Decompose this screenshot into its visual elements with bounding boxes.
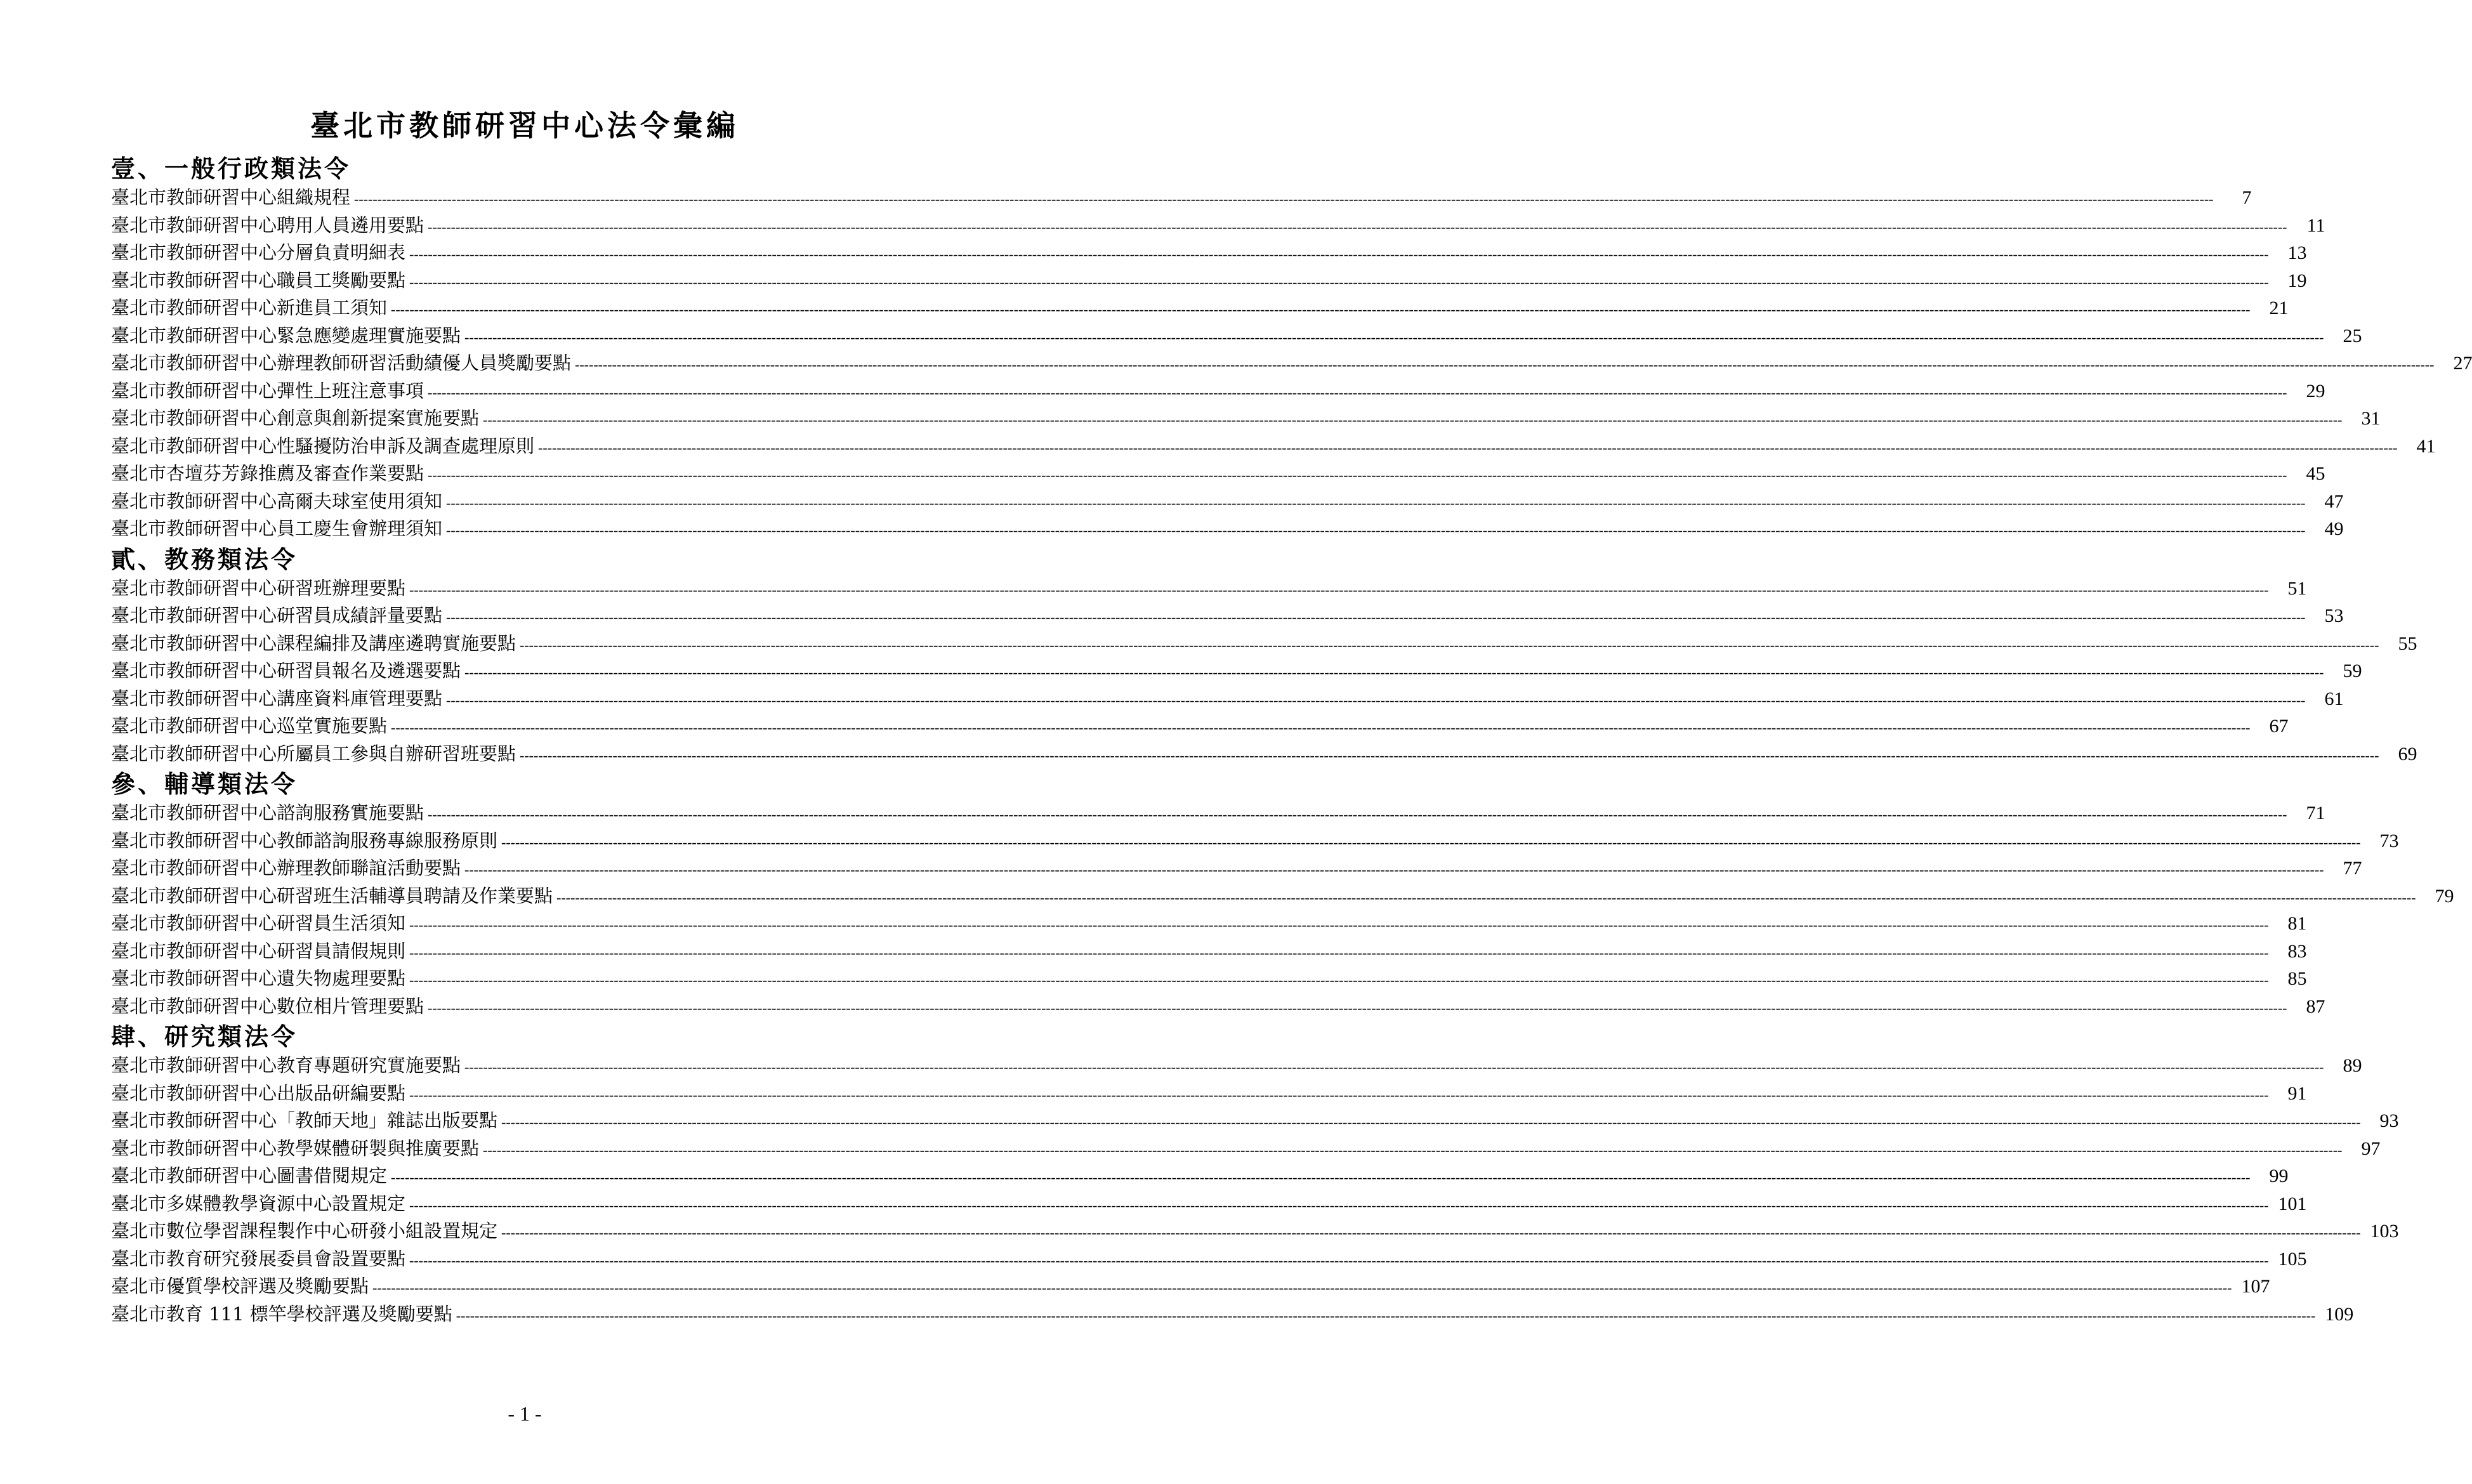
entry-title: 臺北市教師研習中心研習員報名及遴選要點 [111,660,461,681]
page-number: - 1 - [508,1402,542,1425]
entry-title: 臺北市教師研習中心出版品研編要點 [111,1082,406,1104]
entry-title: 臺北市教師研習中心研習班辦理要點 [111,577,406,599]
dot-leader: ---------------------------------------------------------------------------------------------------------------------------------------------------------------------------------------------------------------------------------------------------------------------------------------------------------------------------------------------------------------------------------------------------------------- [483,1141,2343,1158]
dot-leader: ---------------------------------------------------------------------------------------------------------------------------------------------------------------------------------------------------------------------------------------------------------------------------------------------------------------------------------------------------------------------------------------------------------------- [520,636,2379,653]
dot-leader: ---------------------------------------------------------------------------------------------------------------------------------------------------------------------------------------------------------------------------------------------------------------------------------------------------------------------------------------------------------------------------------------------------------------- [428,384,2287,400]
entry-page-number: 97 [2361,1138,2381,1159]
dot-leader: ---------------------------------------------------------------------------------------------------------------------------------------------------------------------------------------------------------------------------------------------------------------------------------------------------------------------------------------------------------------------------------------------------------------- [409,944,2269,961]
toc-entry[interactable] [111,405,2381,433]
dot-leader: ---------------------------------------------------------------------------------------------------------------------------------------------------------------------------------------------------------------------------------------------------------------------------------------------------------------------------------------------------------------------------------------------------------------- [520,747,2379,763]
dot-leader: ---------------------------------------------------------------------------------------------------------------------------------------------------------------------------------------------------------------------------------------------------------------------------------------------------------------------------------------------------------------------------------------------------------------- [409,1197,2269,1213]
entry-page-number: 41 [2416,435,2436,457]
entry-title: 臺北市教師研習中心分層負責明細表 [111,242,406,263]
dot-leader: ---------------------------------------------------------------------------------------------------------------------------------------------------------------------------------------------------------------------------------------------------------------------------------------------------------------------------------------------------------------------------------------------------------------- [372,1280,2232,1296]
toc-entry[interactable] [111,294,2289,322]
entry-page-number: 59 [2343,660,2362,681]
toc-entry[interactable] [111,1301,2354,1329]
dot-leader: ---------------------------------------------------------------------------------------------------------------------------------------------------------------------------------------------------------------------------------------------------------------------------------------------------------------------------------------------------------------------------------------------------------------- [391,301,2251,317]
entry-page-number: 21 [2269,298,2289,318]
toc-entry[interactable] [111,322,2362,350]
entry-title: 臺北市教師研習中心職員工獎勵要點 [111,269,406,291]
toc-entry[interactable] [111,488,2344,516]
dot-leader: ---------------------------------------------------------------------------------------------------------------------------------------------------------------------------------------------------------------------------------------------------------------------------------------------------------------------------------------------------------------------------------------------------------------- [409,1252,2269,1268]
entry-title: 臺北市教師研習中心遺失物處理要點 [111,968,406,989]
entry-page-number: 81 [2287,913,2307,934]
entry-page-number: 101 [2278,1193,2307,1214]
dot-leader: ---------------------------------------------------------------------------------------------------------------------------------------------------------------------------------------------------------------------------------------------------------------------------------------------------------------------------------------------------------------------------------------------------------------- [446,609,2306,625]
toc-entry[interactable] [111,855,2362,883]
entry-title: 臺北市教師研習中心組織規程 [111,187,351,208]
dot-leader: ---------------------------------------------------------------------------------------------------------------------------------------------------------------------------------------------------------------------------------------------------------------------------------------------------------------------------------------------------------------------------------------------------------------- [409,972,2269,988]
entry-title: 臺北市教師研習中心課程編排及講座遴聘實施要點 [111,632,516,654]
dot-leader: ---------------------------------------------------------------------------------------------------------------------------------------------------------------------------------------------------------------------------------------------------------------------------------------------------------------------------------------------------------------------------------------------------------------- [428,467,2287,483]
toc-entry[interactable] [111,350,2472,378]
toc-entry[interactable] [111,712,2289,740]
toc-entry[interactable] [111,1135,2381,1163]
toc-entry[interactable] [111,575,2307,603]
toc-entry[interactable] [111,827,2399,855]
dot-leader: ---------------------------------------------------------------------------------------------------------------------------------------------------------------------------------------------------------------------------------------------------------------------------------------------------------------------------------------------------------------------------------------------------------------- [501,1225,2361,1240]
entry-page-number: 25 [2343,325,2362,346]
entry-page-number: 11 [2306,214,2325,236]
entry-title: 臺北市教師研習中心研習員成績評量要點 [111,605,443,626]
entry-title: 臺北市優質學校評選及獎勵要點 [111,1275,369,1297]
entry-page-number: 45 [2306,463,2325,484]
entry-page-number: 53 [2324,605,2344,626]
toc-entry[interactable] [111,1190,2307,1218]
entry-page-number: 51 [2287,577,2307,599]
toc-entry[interactable] [111,883,2454,910]
entry-page-number: 103 [2370,1221,2399,1242]
toc-entry[interactable] [111,267,2307,295]
toc-entry[interactable] [111,910,2307,938]
entry-title: 臺北市教師研習中心研習員請假規則 [111,940,406,962]
section-heading: 肆、研究類法令 [111,1022,298,1051]
entry-page-number: 47 [2324,490,2344,512]
entry-page-number: 91 [2287,1082,2307,1104]
toc-entry[interactable] [111,212,2325,240]
toc-entry[interactable] [111,378,2325,405]
toc-entry[interactable] [111,433,2436,461]
dot-leader: ---------------------------------------------------------------------------------------------------------------------------------------------------------------------------------------------------------------------------------------------------------------------------------------------------------------------------------------------------------------------------------------------------------------- [391,719,2251,735]
dot-leader: ---------------------------------------------------------------------------------------------------------------------------------------------------------------------------------------------------------------------------------------------------------------------------------------------------------------------------------------------------------------------------------------------------------------- [556,889,2416,905]
entry-title: 臺北市教師研習中心緊急應變處理實施要點 [111,324,461,346]
entry-page-number: 77 [2343,858,2362,879]
entry-page-number: 71 [2306,803,2325,824]
entry-page-number: 89 [2343,1055,2362,1076]
entry-page-number: 83 [2287,940,2307,962]
entry-title: 臺北市教師研習中心「教師天地」雜誌出版要點 [111,1110,498,1131]
entry-title: 臺北市教師研習中心研習班生活輔導員聘請及作業要點 [111,884,553,907]
dot-leader: ---------------------------------------------------------------------------------------------------------------------------------------------------------------------------------------------------------------------------------------------------------------------------------------------------------------------------------------------------------------------------------------------------------------- [428,218,2287,235]
entry-page-number: 27 [2453,353,2472,374]
dot-leader: ---------------------------------------------------------------------------------------------------------------------------------------------------------------------------------------------------------------------------------------------------------------------------------------------------------------------------------------------------------------------------------------------------------------- [428,999,2287,1016]
toc-entry[interactable] [111,965,2307,993]
table-of-contents [111,152,2472,1328]
dot-leader: ---------------------------------------------------------------------------------------------------------------------------------------------------------------------------------------------------------------------------------------------------------------------------------------------------------------------------------------------------------------------------------------------------------------- [575,357,2435,372]
page-title: 臺北市教師研習中心法令彙編 [310,108,739,143]
toc-entry[interactable] [111,184,2252,212]
entry-title: 臺北市教師研習中心辦理教師聯誼活動要點 [111,857,461,879]
entry-page-number: 67 [2269,716,2289,737]
entry-title: 臺北市教育研究發展委員會設置要點 [111,1247,406,1270]
dot-leader: ---------------------------------------------------------------------------------------------------------------------------------------------------------------------------------------------------------------------------------------------------------------------------------------------------------------------------------------------------------------------------------------------------------------- [456,1307,2316,1323]
entry-title: 臺北市杏壇芬芳錄推薦及審查作業要點 [111,463,424,484]
dot-leader: ---------------------------------------------------------------------------------------------------------------------------------------------------------------------------------------------------------------------------------------------------------------------------------------------------------------------------------------------------------------------------------------------------------------- [464,862,2324,877]
dot-leader: ---------------------------------------------------------------------------------------------------------------------------------------------------------------------------------------------------------------------------------------------------------------------------------------------------------------------------------------------------------------------------------------------------------------- [446,522,2306,538]
entry-title: 臺北市多媒體教學資源中心設置規定 [111,1192,406,1214]
entry-title: 臺北市教師研習中心創意與創新提案實施要點 [111,407,480,429]
entry-page-number: 31 [2361,408,2381,429]
entry-title: 臺北市教育 111 標竿學校評選及獎勵要點 [111,1303,452,1325]
dot-leader: ---------------------------------------------------------------------------------------------------------------------------------------------------------------------------------------------------------------------------------------------------------------------------------------------------------------------------------------------------------------------------------------------------------------- [464,664,2324,680]
entry-page-number: 85 [2287,968,2307,989]
dot-leader: ---------------------------------------------------------------------------------------------------------------------------------------------------------------------------------------------------------------------------------------------------------------------------------------------------------------------------------------------------------------------------------------------------------------- [501,1114,2361,1130]
entry-title: 臺北市教師研習中心講座資料庫管理要點 [111,687,443,709]
entry-page-number: 105 [2278,1248,2307,1270]
entry-title: 臺北市教師研習中心新進員工須知 [111,297,388,318]
entry-title: 臺北市教師研習中心聘用人員遴用要點 [111,214,424,236]
entry-page-number: 19 [2287,270,2307,291]
dot-leader: ---------------------------------------------------------------------------------------------------------------------------------------------------------------------------------------------------------------------------------------------------------------------------------------------------------------------------------------------------------------------------------------------------------------- [538,439,2398,456]
dot-leader: ---------------------------------------------------------------------------------------------------------------------------------------------------------------------------------------------------------------------------------------------------------------------------------------------------------------------------------------------------------------------------------------------------------------- [464,329,2324,345]
entry-title: 臺北市教師研習中心圖書借閱規定 [111,1165,388,1186]
dot-leader: ---------------------------------------------------------------------------------------------------------------------------------------------------------------------------------------------------------------------------------------------------------------------------------------------------------------------------------------------------------------------------------------------------------------- [409,917,2269,933]
toc-entry[interactable] [111,602,2344,630]
entry-title: 臺北市教師研習中心教育專題研究實施要點 [111,1054,461,1076]
entry-title: 臺北市教師研習中心彈性上班注意事項 [111,379,424,402]
toc-entry[interactable] [111,1273,2270,1301]
section-heading: 壹、一般行政類法令 [111,154,352,183]
dot-leader: ---------------------------------------------------------------------------------------------------------------------------------------------------------------------------------------------------------------------------------------------------------------------------------------------------------------------------------------------------------------------------------------------------------------- [446,692,2306,708]
dot-leader: ---------------------------------------------------------------------------------------------------------------------------------------------------------------------------------------------------------------------------------------------------------------------------------------------------------------------------------------------------------------------------------------------------------------- [464,1059,2324,1075]
dot-leader: ---------------------------------------------------------------------------------------------------------------------------------------------------------------------------------------------------------------------------------------------------------------------------------------------------------------------------------------------------------------------------------------------------------------- [409,1086,2269,1103]
dot-leader: ---------------------------------------------------------------------------------------------------------------------------------------------------------------------------------------------------------------------------------------------------------------------------------------------------------------------------------------------------------------------------------------------------------------- [428,806,2287,822]
entry-title: 臺北市教師研習中心教師諮詢服務專線服務原則 [111,829,498,851]
toc-entry[interactable] [111,1107,2399,1135]
toc-entry[interactable] [111,799,2325,827]
toc-entry[interactable] [111,657,2362,685]
entry-title: 臺北市教師研習中心性騷擾防治申訴及調查處理原則 [111,435,535,457]
toc-entry[interactable] [111,993,2325,1021]
toc-entry[interactable] [111,1218,2399,1245]
entry-title: 臺北市教師研習中心所屬員工參與自辦研習班要點 [111,742,516,765]
toc-entry[interactable] [111,460,2325,488]
entry-page-number: 29 [2306,380,2325,402]
toc-entry[interactable] [111,630,2417,658]
entry-page-number: 73 [2379,830,2399,851]
toc-entry[interactable] [111,685,2344,713]
entry-title: 臺北市數位學習課程製作中心研發小組設置規定 [111,1220,498,1242]
entry-title: 臺北市教師研習中心教學媒體研製與推廣要點 [111,1137,480,1159]
toc-entry[interactable] [111,1052,2362,1080]
entry-page-number: 99 [2269,1166,2289,1186]
entry-title: 臺北市教師研習中心辦理教師研習活動績優人員獎勵要點 [111,352,572,374]
section-heading: 參、輔導類法令 [111,770,298,798]
entry-title: 臺北市教師研習中心研習員生活須知 [111,912,406,934]
dot-leader: ---------------------------------------------------------------------------------------------------------------------------------------------------------------------------------------------------------------------------------------------------------------------------------------------------------------------------------------------------------------------------------------------------------------- [409,273,2269,290]
entry-title: 臺北市教師研習中心數位相片管理要點 [111,995,424,1017]
toc-entry[interactable] [111,515,2344,543]
toc-entry[interactable] [111,1162,2289,1190]
entry-page-number: 7 [2242,187,2252,208]
section-heading: 貳、教務類法令 [111,544,298,574]
dot-leader: ---------------------------------------------------------------------------------------------------------------------------------------------------------------------------------------------------------------------------------------------------------------------------------------------------------------------------------------------------------------------------------------------------------------- [409,581,2269,598]
entry-page-number: 79 [2435,885,2454,907]
dot-leader: ---------------------------------------------------------------------------------------------------------------------------------------------------------------------------------------------------------------------------------------------------------------------------------------------------------------------------------------------------------------------------------------------------------------- [409,246,2269,262]
dot-leader: ---------------------------------------------------------------------------------------------------------------------------------------------------------------------------------------------------------------------------------------------------------------------------------------------------------------------------------------------------------------------------------------------------------------- [446,494,2306,511]
entry-page-number: 49 [2324,518,2344,539]
toc-entry[interactable] [111,1080,2307,1108]
toc-entry[interactable] [111,1245,2307,1273]
entry-page-number: 107 [2241,1276,2270,1297]
entry-title: 臺北市教師研習中心員工慶生會辦理須知 [111,518,443,539]
dot-leader: ---------------------------------------------------------------------------------------------------------------------------------------------------------------------------------------------------------------------------------------------------------------------------------------------------------------------------------------------------------------------------------------------------------------- [354,191,2214,207]
toc-entry[interactable] [111,740,2417,768]
entry-title: 臺北市教師研習中心巡堂實施要點 [111,715,388,737]
entry-page-number: 69 [2398,743,2417,765]
toc-entry[interactable] [111,938,2307,966]
dot-leader: ---------------------------------------------------------------------------------------------------------------------------------------------------------------------------------------------------------------------------------------------------------------------------------------------------------------------------------------------------------------------------------------------------------------- [483,412,2343,428]
entry-title: 臺北市教師研習中心高爾夫球室使用須知 [111,490,443,512]
entry-page-number: 55 [2398,633,2417,654]
entry-page-number: 61 [2324,688,2344,709]
entry-page-number: 109 [2325,1303,2354,1325]
entry-title: 臺北市教師研習中心諮詢服務實施要點 [111,802,424,824]
entry-page-number: 93 [2379,1110,2399,1131]
entry-page-number: 87 [2306,995,2325,1017]
entry-page-number: 13 [2287,242,2307,263]
dot-leader: ---------------------------------------------------------------------------------------------------------------------------------------------------------------------------------------------------------------------------------------------------------------------------------------------------------------------------------------------------------------------------------------------------------------- [391,1169,2251,1185]
toc-entry[interactable] [111,239,2307,267]
dot-leader: ---------------------------------------------------------------------------------------------------------------------------------------------------------------------------------------------------------------------------------------------------------------------------------------------------------------------------------------------------------------------------------------------------------------- [501,834,2361,850]
